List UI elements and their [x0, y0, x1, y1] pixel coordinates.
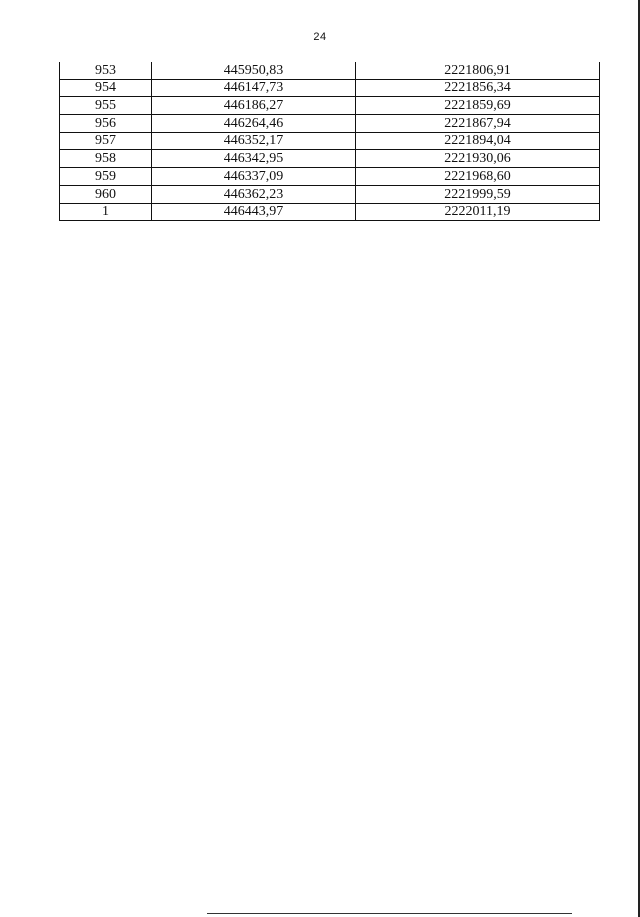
table-row	[60, 115, 600, 133]
x-coordinate-cell: 446264,46	[152, 115, 356, 133]
y-coordinate-cell: 2222011,19	[356, 203, 600, 221]
point-number-cell: 960	[60, 185, 152, 203]
x-coordinate-cell: 445950,83	[152, 62, 356, 79]
table-row	[60, 97, 600, 115]
table-row	[60, 168, 600, 186]
y-coordinate-cell: 2221859,69	[356, 97, 600, 115]
table-row	[60, 132, 600, 150]
x-coordinate-cell: 446352,17	[152, 132, 356, 150]
y-coordinate-cell: 2221856,34	[356, 79, 600, 97]
x-coordinate-cell: 446147,73	[152, 79, 356, 97]
coordinates-table	[59, 62, 600, 221]
x-coordinate-cell: 446186,27	[152, 97, 356, 115]
page-number: 24	[313, 31, 327, 43]
y-coordinate-cell: 2221867,94	[356, 115, 600, 133]
x-coordinate-cell: 446337,09	[152, 168, 356, 186]
bottom-divider	[207, 913, 572, 914]
y-coordinate-cell: 2221806,91	[356, 62, 600, 79]
table-row	[60, 203, 600, 221]
point-number-cell: 958	[60, 150, 152, 168]
table-row	[60, 150, 600, 168]
point-number-cell: 955	[60, 97, 152, 115]
y-coordinate-cell: 2221930,06	[356, 150, 600, 168]
table-row	[60, 62, 600, 79]
x-coordinate-cell: 446342,95	[152, 150, 356, 168]
point-number-cell: 957	[60, 132, 152, 150]
x-coordinate-cell: 446362,23	[152, 185, 356, 203]
y-coordinate-cell: 2221968,60	[356, 168, 600, 186]
point-number-cell: 954	[60, 79, 152, 97]
point-number-cell: 953	[60, 62, 152, 79]
point-number-cell: 1	[60, 203, 152, 221]
point-number-cell: 959	[60, 168, 152, 186]
y-coordinate-cell: 2221999,59	[356, 185, 600, 203]
y-coordinate-cell: 2221894,04	[356, 132, 600, 150]
x-coordinate-cell: 446443,97	[152, 203, 356, 221]
table-row	[60, 79, 600, 97]
table-row	[60, 185, 600, 203]
point-number-cell: 956	[60, 115, 152, 133]
